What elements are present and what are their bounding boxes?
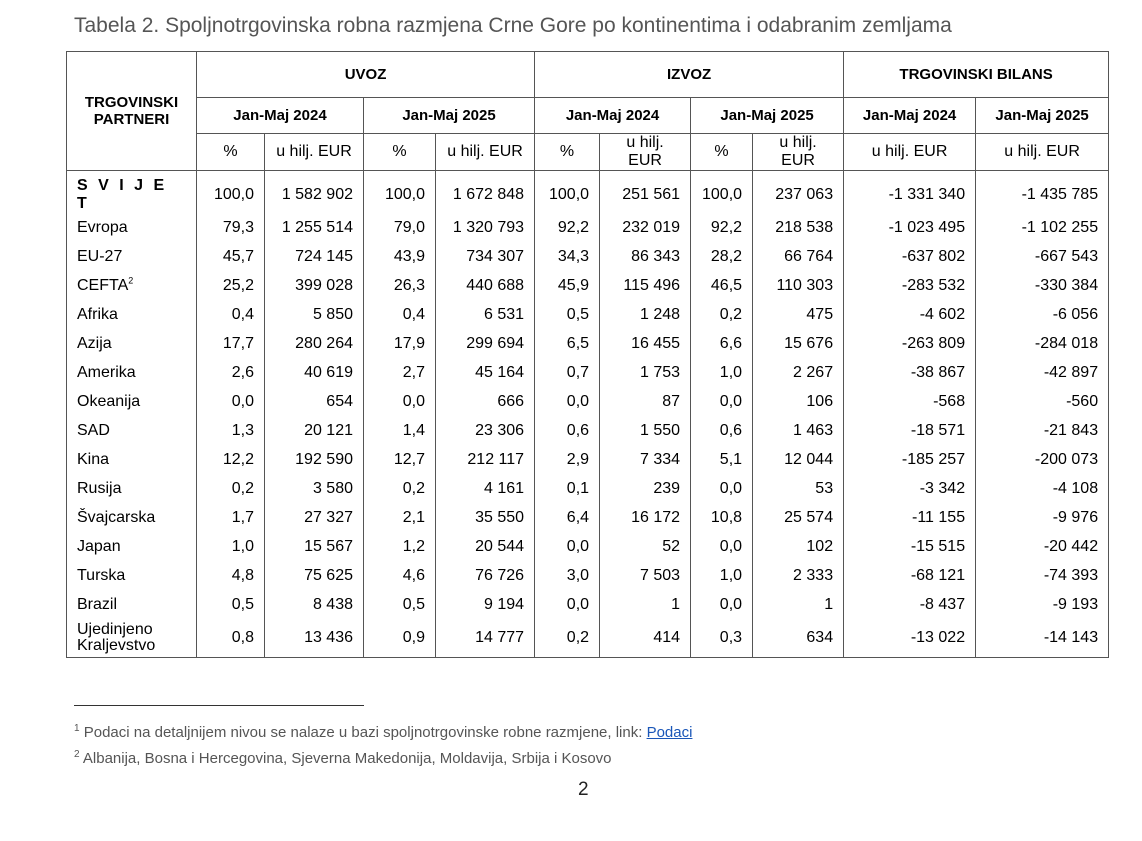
- table-cell: 1 255 514: [265, 213, 364, 242]
- table-cell: -4 602: [844, 300, 976, 329]
- table-cell: 0,2: [197, 474, 265, 503]
- table-cell: 5 850: [265, 300, 364, 329]
- table-cell: -9 193: [976, 590, 1109, 619]
- table-cell: 45,7: [197, 242, 265, 271]
- table-cell: 734 307: [436, 242, 535, 271]
- table-cell: 12,7: [364, 445, 436, 474]
- table-cell: 35 550: [436, 503, 535, 532]
- table-row: [67, 242, 1109, 271]
- table-cell: 100,0: [691, 171, 753, 214]
- table-cell: 0,3: [691, 619, 753, 658]
- partner-name: [67, 171, 197, 214]
- table-cell: 1 550: [600, 416, 691, 445]
- table-cell: -1 435 785: [976, 171, 1109, 214]
- unit-header: u hilj. EUR: [844, 134, 976, 171]
- table-cell: 9 194: [436, 590, 535, 619]
- table-cell: 0,2: [364, 474, 436, 503]
- table-cell: 2,9: [535, 445, 600, 474]
- table-cell: -18 571: [844, 416, 976, 445]
- table-cell: 76 726: [436, 561, 535, 590]
- table-cell: 92,2: [691, 213, 753, 242]
- table-cell: 1,0: [691, 358, 753, 387]
- table-cell: 2 333: [753, 561, 844, 590]
- table-row: [67, 532, 1109, 561]
- partner-name-text: Amerika: [77, 363, 136, 381]
- table-cell: 7 503: [600, 561, 691, 590]
- partner-name: [67, 532, 197, 561]
- table-cell: 13 436: [265, 619, 364, 658]
- table-cell: 6 531: [436, 300, 535, 329]
- table-row: [67, 213, 1109, 242]
- table-cell: 100,0: [364, 171, 436, 214]
- table-cell: 0,6: [535, 416, 600, 445]
- partner-name: [67, 619, 197, 658]
- table-cell: -14 143: [976, 619, 1109, 658]
- table-cell: -3 342: [844, 474, 976, 503]
- period-header: Jan-Maj 2025: [364, 98, 535, 134]
- table-cell: -637 802: [844, 242, 976, 271]
- unit-header: %: [691, 134, 753, 171]
- table-cell: 45,9: [535, 271, 600, 300]
- table-cell: 0,8: [197, 619, 265, 658]
- table-cell: 218 538: [753, 213, 844, 242]
- table-cell: 399 028: [265, 271, 364, 300]
- table-body: [67, 171, 1109, 658]
- footnote-mark: 1: [74, 723, 80, 734]
- unit-header: u hilj. EUR: [265, 134, 364, 171]
- table-cell: -1 023 495: [844, 213, 976, 242]
- table-cell: -8 437: [844, 590, 976, 619]
- table-cell: -185 257: [844, 445, 976, 474]
- unit-header: u hilj. EUR: [753, 134, 844, 171]
- footnote-ref: 2: [128, 275, 134, 286]
- group-header-export: IZVOZ: [535, 52, 844, 98]
- table-cell: 10,8: [691, 503, 753, 532]
- table-cell: 0,0: [691, 532, 753, 561]
- partner-name: [67, 416, 197, 445]
- table-cell: 34,3: [535, 242, 600, 271]
- table-cell: -9 976: [976, 503, 1109, 532]
- table-cell: 0,2: [535, 619, 600, 658]
- trade-table: [66, 51, 1109, 658]
- period-header: Jan-Maj 2025: [976, 98, 1109, 134]
- table-cell: 440 688: [436, 271, 535, 300]
- table-cell: 3 580: [265, 474, 364, 503]
- partner-name: [67, 445, 197, 474]
- table-row: [67, 590, 1109, 619]
- table-cell: 0,0: [691, 590, 753, 619]
- table-cell: 0,5: [535, 300, 600, 329]
- table-cell: -1 102 255: [976, 213, 1109, 242]
- table-cell: 6,4: [535, 503, 600, 532]
- table-cell: 1 320 793: [436, 213, 535, 242]
- partner-name-text: S V I J E T: [77, 177, 168, 212]
- footnote-mark: 2: [74, 749, 80, 760]
- footnote-divider: [74, 705, 364, 706]
- partner-name: [67, 213, 197, 242]
- table-cell: 16 455: [600, 329, 691, 358]
- unit-header: %: [197, 134, 265, 171]
- table-cell: 192 590: [265, 445, 364, 474]
- table-row: [67, 271, 1109, 300]
- table-cell: 20 544: [436, 532, 535, 561]
- table-cell: 15 676: [753, 329, 844, 358]
- table-row: [67, 387, 1109, 416]
- table-cell: -20 442: [976, 532, 1109, 561]
- group-header-balance: TRGOVINSKI BILANS: [844, 52, 1109, 98]
- table-cell: 12 044: [753, 445, 844, 474]
- table-cell: -1 331 340: [844, 171, 976, 214]
- table-cell: 17,7: [197, 329, 265, 358]
- table-cell: 239: [600, 474, 691, 503]
- partner-name: [67, 242, 197, 271]
- table-cell: 87: [600, 387, 691, 416]
- table-cell: 0,0: [535, 532, 600, 561]
- table-cell: 102: [753, 532, 844, 561]
- table-cell: 26,3: [364, 271, 436, 300]
- table-cell: 1: [753, 590, 844, 619]
- table-row: [67, 329, 1109, 358]
- table-cell: 28,2: [691, 242, 753, 271]
- table-cell: 40 619: [265, 358, 364, 387]
- table-cell: 106: [753, 387, 844, 416]
- table-cell: 27 327: [265, 503, 364, 532]
- table-cell: -4 108: [976, 474, 1109, 503]
- partner-name-text: Turska: [77, 566, 126, 584]
- partner-name: [67, 271, 197, 300]
- table-cell: 79,0: [364, 213, 436, 242]
- partner-name: [67, 590, 197, 619]
- table-cell: 2 267: [753, 358, 844, 387]
- table-cell: 0,0: [535, 590, 600, 619]
- footnote-text: Podaci na detaljnijem nivou se nalaze u bazi spoljnotrgovinske robne razmjene, link:: [83, 724, 647, 741]
- table-cell: 46,5: [691, 271, 753, 300]
- partner-name: [67, 300, 197, 329]
- partner-name: [67, 503, 197, 532]
- table-cell: 12,2: [197, 445, 265, 474]
- partner-name: [67, 387, 197, 416]
- table-cell: 0,7: [535, 358, 600, 387]
- table-cell: 237 063: [753, 171, 844, 214]
- table-cell: 1 463: [753, 416, 844, 445]
- table-cell: -13 022: [844, 619, 976, 658]
- unit-header: u hilj. EUR: [436, 134, 535, 171]
- table-cell: 4,6: [364, 561, 436, 590]
- table-cell: 0,0: [691, 387, 753, 416]
- table-row: [67, 171, 1109, 214]
- table-cell: 7 334: [600, 445, 691, 474]
- table-cell: 1,4: [364, 416, 436, 445]
- unit-header: u hilj. EUR: [976, 134, 1109, 171]
- partner-name-text: Azija: [77, 334, 112, 352]
- partner-column-header: TRGOVINSKI PARTNERI: [67, 52, 197, 171]
- table-cell: 6,5: [535, 329, 600, 358]
- table-cell: 86 343: [600, 242, 691, 271]
- table-row: [67, 503, 1109, 532]
- table-cell: 0,6: [691, 416, 753, 445]
- partner-name-text: EU-27: [77, 247, 123, 265]
- table-cell: 0,4: [197, 300, 265, 329]
- page-title: Tabela 2. Spoljnotrgovinska robna razmjena Crne Gore po kontinentima i odabranim zemljama: [74, 14, 952, 37]
- table-cell: 52: [600, 532, 691, 561]
- table-cell: 1 672 848: [436, 171, 535, 214]
- partner-name-text: Evropa: [77, 218, 128, 236]
- unit-header: %: [364, 134, 436, 171]
- table-cell: 100,0: [197, 171, 265, 214]
- table-cell: 0,0: [364, 387, 436, 416]
- table-cell: 0,5: [364, 590, 436, 619]
- table-cell: 5,1: [691, 445, 753, 474]
- table-cell: 0,2: [691, 300, 753, 329]
- partner-name-text: Japan: [77, 537, 121, 555]
- table-cell: 100,0: [535, 171, 600, 214]
- table-cell: 92,2: [535, 213, 600, 242]
- table-cell: -200 073: [976, 445, 1109, 474]
- table-cell: 115 496: [600, 271, 691, 300]
- table-cell: 280 264: [265, 329, 364, 358]
- table-cell: 251 561: [600, 171, 691, 214]
- table-cell: 14 777: [436, 619, 535, 658]
- table-cell: 20 121: [265, 416, 364, 445]
- table-cell: -284 018: [976, 329, 1109, 358]
- table-cell: 15 567: [265, 532, 364, 561]
- table-cell: 1 753: [600, 358, 691, 387]
- table-cell: 1,2: [364, 532, 436, 561]
- table-cell: -6 056: [976, 300, 1109, 329]
- table-cell: 2,6: [197, 358, 265, 387]
- partner-name-text: Brazil: [77, 595, 118, 613]
- period-header: Jan-Maj 2024: [844, 98, 976, 134]
- table-cell: 17,9: [364, 329, 436, 358]
- table-cell: 45 164: [436, 358, 535, 387]
- period-header: Jan-Maj 2024: [197, 98, 364, 134]
- table-cell: 110 303: [753, 271, 844, 300]
- partner-name-text: Rusija: [77, 479, 122, 497]
- table-cell: -283 532: [844, 271, 976, 300]
- partner-name-text: Kina: [77, 450, 110, 468]
- unit-header: u hilj. EUR: [600, 134, 691, 171]
- table-cell: -15 515: [844, 532, 976, 561]
- footnote-2: [74, 744, 692, 770]
- table-cell: 299 694: [436, 329, 535, 358]
- table-cell: 0,0: [691, 474, 753, 503]
- table-header: [67, 52, 1109, 171]
- table-cell: 1,7: [197, 503, 265, 532]
- period-header: Jan-Maj 2025: [691, 98, 844, 134]
- table-cell: -42 897: [976, 358, 1109, 387]
- footnote-text: Albanija, Bosna i Hercegovina, Sjeverna Makedonija, Moldavija, Srbija i Kosovo: [82, 750, 612, 767]
- table-cell: -68 121: [844, 561, 976, 590]
- table-cell: -568: [844, 387, 976, 416]
- footnote-1: [74, 718, 692, 744]
- table-cell: 2,1: [364, 503, 436, 532]
- footnotes: [74, 718, 692, 770]
- table-cell: 75 625: [265, 561, 364, 590]
- table-cell: 0,5: [197, 590, 265, 619]
- table-cell: 4,8: [197, 561, 265, 590]
- table-row: [67, 358, 1109, 387]
- table-cell: -21 843: [976, 416, 1109, 445]
- table-row: [67, 416, 1109, 445]
- table-cell: 8 438: [265, 590, 364, 619]
- table-cell: 2,7: [364, 358, 436, 387]
- partner-name-text: Afrika: [77, 305, 118, 323]
- table-cell: -38 867: [844, 358, 976, 387]
- table-cell: 666: [436, 387, 535, 416]
- table-cell: 724 145: [265, 242, 364, 271]
- table-cell: -74 393: [976, 561, 1109, 590]
- page-number: 2: [578, 779, 589, 800]
- table-cell: 1,3: [197, 416, 265, 445]
- partner-name-text: Ujedinjeno Kraljevstvo: [77, 621, 156, 654]
- period-header: Jan-Maj 2024: [535, 98, 691, 134]
- table-cell: 23 306: [436, 416, 535, 445]
- table-cell: 232 019: [600, 213, 691, 242]
- partner-name: [67, 474, 197, 503]
- table-cell: 25 574: [753, 503, 844, 532]
- partner-name: [67, 561, 197, 590]
- table-cell: 212 117: [436, 445, 535, 474]
- table-cell: -330 384: [976, 271, 1109, 300]
- table-cell: -560: [976, 387, 1109, 416]
- partner-name-text: SAD: [77, 421, 110, 439]
- podaci-link[interactable]: Podaci: [646, 724, 693, 741]
- table-row: [67, 619, 1109, 658]
- table-cell: 634: [753, 619, 844, 658]
- table-cell: 1 248: [600, 300, 691, 329]
- table-cell: 79,3: [197, 213, 265, 242]
- table-row: [67, 474, 1109, 503]
- table-cell: -263 809: [844, 329, 976, 358]
- table-cell: 1 582 902: [265, 171, 364, 214]
- table-cell: 0,9: [364, 619, 436, 658]
- table-row: [67, 300, 1109, 329]
- table-cell: 0,0: [197, 387, 265, 416]
- table-cell: 0,1: [535, 474, 600, 503]
- group-header-import: UVOZ: [197, 52, 535, 98]
- partner-name: [67, 358, 197, 387]
- partner-name-text: Švajcarska: [77, 508, 156, 526]
- table-cell: 6,6: [691, 329, 753, 358]
- unit-header: %: [535, 134, 600, 171]
- table-cell: 0,4: [364, 300, 436, 329]
- table-cell: 16 172: [600, 503, 691, 532]
- table-cell: 1,0: [691, 561, 753, 590]
- partner-name-text: CEFTA: [77, 276, 129, 294]
- table-row: [67, 445, 1109, 474]
- table-cell: 43,9: [364, 242, 436, 271]
- table-cell: 53: [753, 474, 844, 503]
- table-cell: 1: [600, 590, 691, 619]
- table-cell: 0,0: [535, 387, 600, 416]
- table-cell: -667 543: [976, 242, 1109, 271]
- table-cell: 654: [265, 387, 364, 416]
- partner-name: [67, 329, 197, 358]
- partner-name-text: Okeanija: [77, 392, 141, 410]
- table-cell: 3,0: [535, 561, 600, 590]
- table-cell: 475: [753, 300, 844, 329]
- table-row: [67, 561, 1109, 590]
- table-cell: 25,2: [197, 271, 265, 300]
- table-cell: -11 155: [844, 503, 976, 532]
- table-cell: 1,0: [197, 532, 265, 561]
- table-cell: 414: [600, 619, 691, 658]
- table-cell: 66 764: [753, 242, 844, 271]
- table-cell: 4 161: [436, 474, 535, 503]
